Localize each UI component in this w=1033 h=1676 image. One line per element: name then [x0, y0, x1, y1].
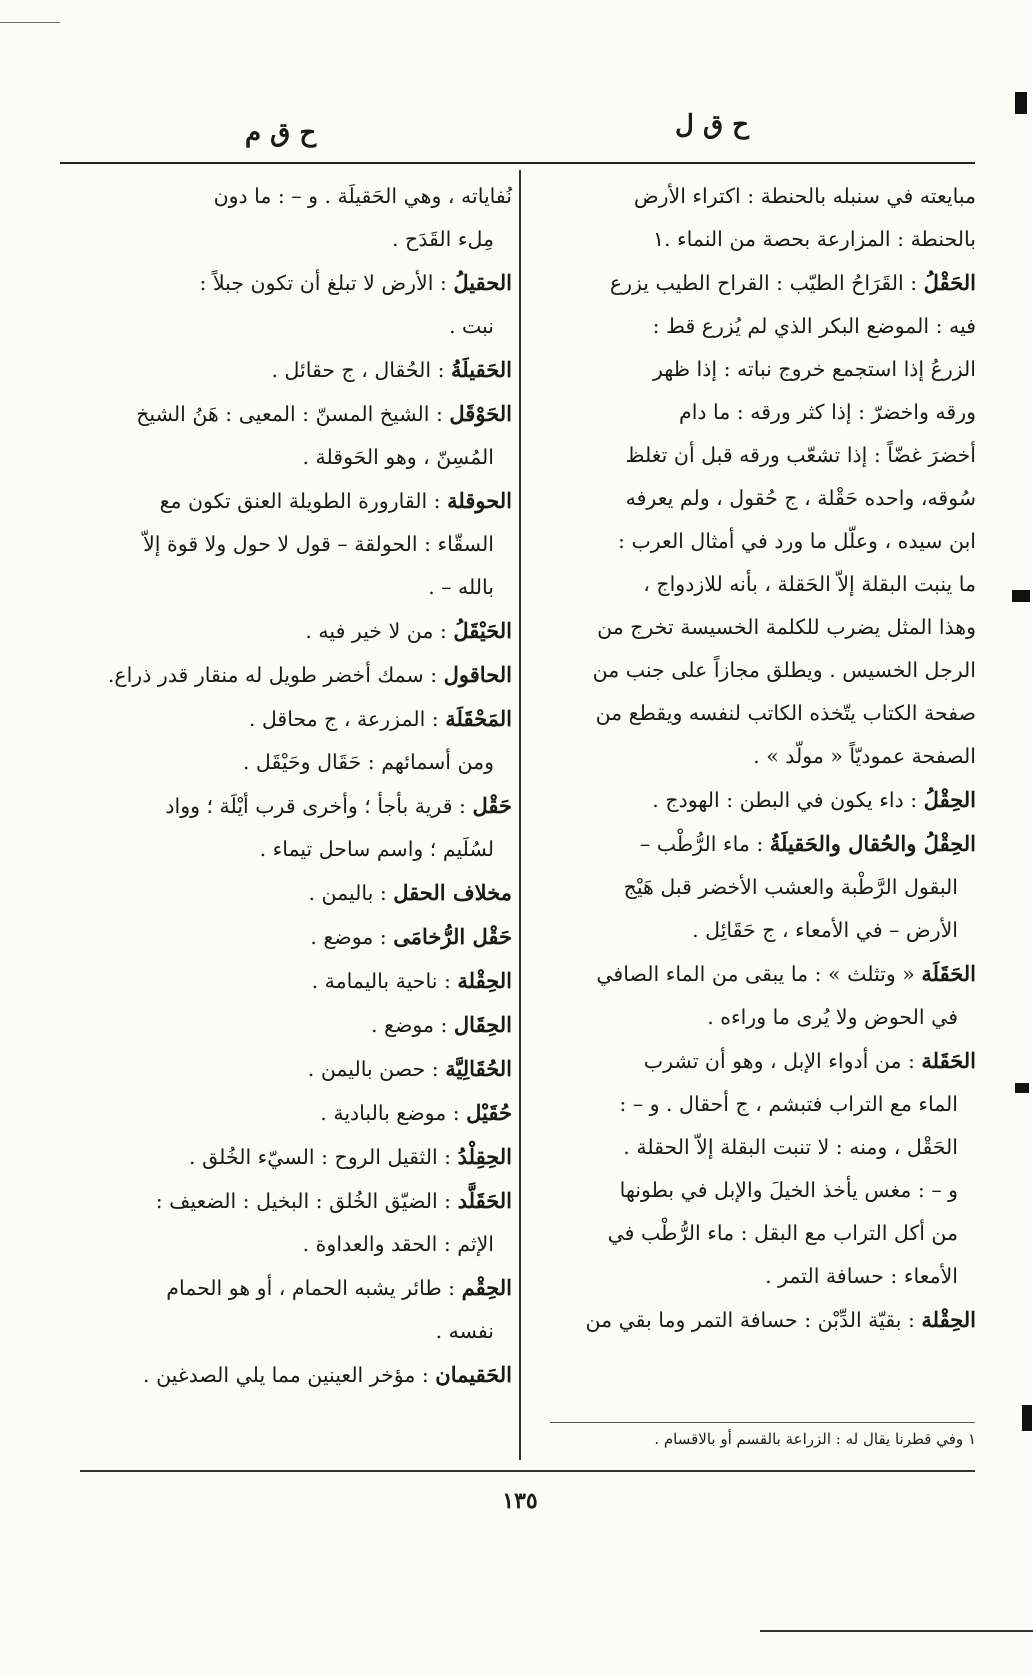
headword: الحوقلة	[447, 488, 512, 513]
entry-line	[528, 218, 976, 261]
definition-text: : بقيّة الدِّبْن : حسافة التمر وما بقي من	[585, 1308, 922, 1332]
definition-text: الصفحة عموديّاً « مولّد » .	[753, 744, 976, 768]
entry-line	[528, 305, 976, 348]
entry-line	[68, 1047, 512, 1091]
definition-text: : الحُقال ، ج حقائل .	[271, 358, 452, 382]
headword: حَقْل الرُّخامَى	[393, 924, 512, 949]
entry-line	[528, 1169, 976, 1212]
entry-line	[528, 1212, 976, 1255]
entry-line	[528, 952, 976, 996]
definition-text: : موضع بالبادية .	[320, 1101, 467, 1125]
definition-text: ما ينبت البقلة إلاّ الحَقلة ، بأنه للازدواج ،	[643, 572, 976, 596]
definition-text: المُسِنّ ، وهو الحَوقلة .	[302, 445, 494, 469]
definition-text: : حصن باليمن .	[307, 1057, 446, 1081]
entry-line	[68, 305, 512, 348]
definition-text: من أكل التراب مع البقل : ماء الرُّطْب في	[607, 1221, 958, 1245]
entry-line	[528, 434, 976, 477]
entry-line	[528, 909, 976, 952]
entry-line	[528, 866, 976, 909]
definition-text: الماء مع التراب فتبشم ، ج أحقال . و – :	[619, 1092, 958, 1116]
definition-text: في الحوض ولا يُرى ما وراءه .	[707, 1005, 958, 1029]
definition-text: : الأرض لا تبلغ أن تكون جبلاً :	[199, 271, 454, 295]
entry-line	[528, 822, 976, 866]
scan-edge-rule	[760, 1630, 1033, 1632]
definition-text: و – : مغس يأخذ الخيلَ والإبل في بطونها	[619, 1178, 958, 1202]
entry-line	[68, 741, 512, 784]
entry-line	[528, 391, 976, 434]
entry-line	[68, 1135, 512, 1179]
definition-text: بالحنطة : المزارعة بحصة من النماء .١	[652, 227, 976, 251]
definition-text: : ناحية باليمامة .	[311, 969, 458, 993]
definition-text: صفحة الكتاب يتّخذه الكاتب لنفسه ويقطع من	[595, 701, 976, 725]
definition-text: أخضرَ غضّاً : إذا تشعّب ورقه قبل أن تغلظ	[625, 443, 976, 467]
entry-line	[528, 692, 976, 735]
right-column	[528, 175, 976, 1342]
entry-line	[528, 778, 976, 822]
entry-line	[528, 1255, 976, 1298]
entry-line	[528, 735, 976, 778]
headword: الحَوْقَل	[449, 401, 512, 426]
definition-text: : الشيخ المسنّ : المعيى : هَنُ الشيخ	[136, 402, 450, 426]
entry-line	[68, 348, 512, 392]
edge-mark	[1015, 1083, 1029, 1093]
headword: الحِقْلُ	[923, 787, 976, 812]
headword: حُقَيْل	[466, 1100, 512, 1125]
entry-line	[528, 996, 976, 1039]
entry-line	[68, 1266, 512, 1310]
entry-line	[68, 566, 512, 609]
headword: الحَقْلُ	[923, 270, 976, 295]
entry-line	[68, 653, 512, 697]
entry-line	[528, 563, 976, 606]
entry-line	[68, 1223, 512, 1266]
headword: الحِقْلة	[457, 968, 512, 993]
headword: الحَقيلَةُ	[451, 357, 512, 382]
entry-line	[68, 1003, 512, 1047]
definition-text: السقّاء : الحولقة – قول لا حول ولا قوة إلاّ	[143, 532, 494, 556]
entry-line	[68, 218, 512, 261]
definition-text: : موضع .	[310, 925, 394, 949]
definition-text: : مؤخر العينين مما يلي الصدغين .	[143, 1363, 436, 1387]
column-divider	[519, 170, 521, 1460]
entry-line	[528, 348, 976, 391]
corner-line	[0, 22, 60, 23]
headword: حَقْل	[472, 793, 512, 818]
definition-text: : باليمن .	[308, 881, 394, 905]
headword: الحِقَال	[453, 1012, 512, 1037]
definition-text: : القَرَاحُ الطيّب : القراح الطيب يزرع	[609, 271, 924, 295]
headword: الحاقول	[443, 662, 512, 687]
entry-line	[528, 1039, 976, 1083]
definition-text: الأمعاء : حسافة التمر .	[765, 1264, 958, 1288]
page-number: ١٣٥	[502, 1488, 538, 1514]
definition-text: فيه : الموضع البكر الذي لم يُزرع قط :	[652, 314, 976, 338]
definition-text: ابن سيده ، وعلّل ما ورد في أمثال العرب :	[618, 529, 976, 553]
definition-text: البقول الرَّطْبة والعشب الأخضر قبل هَيْج	[623, 875, 958, 899]
definition-text: الزرعُ إذا استجمع خروج نباته : إذا ظهر	[652, 357, 976, 381]
entry-line	[528, 649, 976, 692]
definition-text: سُوقه، واحده حَقْلة ، ج حُقول ، ولم يعرفه	[625, 486, 976, 510]
definition-text: الرجل الخسيس . ويطلق مجازاً على جنب من	[592, 658, 976, 682]
definition-text: مِلء القَدَح .	[392, 227, 494, 251]
entry-line	[68, 1353, 512, 1397]
headword: الحُقَالِيَّة	[445, 1056, 512, 1081]
edge-mark	[1012, 590, 1030, 602]
definition-text: : ماء الرُّطْب –	[639, 832, 770, 856]
headword: الحِقْلُ والحُقال والحَقيلَةُ	[769, 831, 976, 856]
entry-line	[68, 697, 512, 741]
entry-line	[68, 784, 512, 828]
definition-text: : الضيّق الخُلق : البخيل : الضعيف :	[155, 1189, 458, 1213]
definition-text: : سمك أخضر طويل له منقار قدر ذراع.	[107, 663, 444, 687]
entry-line	[528, 1298, 976, 1342]
entry-line	[68, 261, 512, 305]
definition-text: ورقه واخضرّ : إذا كثر ورقه : ما دام	[679, 400, 976, 424]
headword: الحَقَلة	[921, 1048, 976, 1073]
definition-text: لسُلَيم ؛ واسم ساحل تيماء .	[259, 837, 494, 861]
definition-text: : القارورة الطويلة العنق تكون مع	[159, 489, 448, 513]
headword: الحَقَلَّد	[457, 1188, 512, 1213]
definition-text: : من أدواء الإبل ، وهو أن تشرب	[643, 1049, 922, 1073]
entry-line	[528, 175, 976, 218]
definition-text: ومن أسمائهم : حَقَال وحَيْقَل .	[242, 750, 494, 774]
headword: مخلاف الحقل	[393, 880, 512, 905]
footnote: ١ وفي قطرنا يقال له : الزراعة بالقسم أو بالاقسام .	[654, 1430, 976, 1448]
definition-text: الحَقْل ، ومنه : لا تنبت البقلة إلاّ الحقلة .	[623, 1135, 958, 1159]
footnote-rule	[550, 1422, 975, 1423]
definition-text: وهذا المثل يضرب للكلمة الخسيسة تخرج من	[597, 615, 976, 639]
entry-line	[528, 606, 976, 649]
entry-line	[68, 1310, 512, 1353]
entry-line	[68, 175, 512, 218]
definition-text: مبايعته في سنبله بالحنطة : اكتراء الأرض	[633, 184, 976, 208]
definition-text: الأرض – في الأمعاء ، ج حَقَائِل .	[692, 918, 958, 942]
definition-text: : الثقيل الروح : السيّء الخُلق .	[189, 1145, 458, 1169]
entry-line	[528, 520, 976, 563]
definition-text: : طائر يشبه الحمام ، أو هو الحمام	[166, 1276, 462, 1300]
definition-text: : داء يكون في البطن : الهودج .	[652, 788, 924, 812]
headword: المَحْقَلَة	[445, 706, 512, 731]
entry-line	[68, 1091, 512, 1135]
definition-text: بالله – .	[428, 575, 494, 599]
headword: الحِقْم	[461, 1275, 512, 1300]
running-header-left: ح ق م	[245, 118, 317, 148]
headword: الحَيْقَلُ	[453, 618, 512, 643]
entry-line	[68, 828, 512, 871]
entry-line	[68, 392, 512, 436]
headword: الحِقِلْدُ	[457, 1144, 512, 1169]
definition-text: نفسه .	[435, 1319, 494, 1343]
definition-text: : موضع .	[371, 1013, 454, 1037]
definition-text: نبت .	[448, 314, 494, 338]
headword: الحَقَلَة	[921, 961, 976, 986]
entry-line	[68, 479, 512, 523]
entry-line	[68, 609, 512, 653]
entry-line	[528, 1126, 976, 1169]
entry-line	[68, 1179, 512, 1223]
running-header-right: ح ق ل	[675, 110, 749, 140]
definition-text: : قرية بأجأ ؛ وأخرى قرب أيْلَة ؛ وواد	[165, 794, 473, 818]
header-rule	[60, 162, 975, 164]
entry-line	[68, 523, 512, 566]
headword: الحِقْلة	[921, 1307, 976, 1332]
left-column	[68, 175, 512, 1397]
definition-text: : من لا خير فيه .	[305, 619, 454, 643]
edge-mark	[1022, 1405, 1032, 1431]
definition-text: « وتثلث » : ما يبقى من الماء الصافي	[596, 962, 922, 986]
definition-text: : المزرعة ، ج محاقل .	[248, 707, 446, 731]
headword: الحَقيمان	[435, 1362, 512, 1387]
entry-line	[68, 959, 512, 1003]
headword: الحقيلُ	[453, 270, 512, 295]
definition-text: نُفاياته ، وهي الحَقيلَة . و – : ما دون	[213, 184, 512, 208]
edge-mark	[1015, 92, 1027, 114]
bottom-rule	[80, 1470, 975, 1472]
entry-line	[528, 1083, 976, 1126]
definition-text: الإثم : الحقد والعداوة .	[302, 1232, 494, 1256]
entry-line	[528, 261, 976, 305]
entry-line	[528, 477, 976, 520]
entry-line	[68, 436, 512, 479]
entry-line	[68, 871, 512, 915]
entry-line	[68, 915, 512, 959]
